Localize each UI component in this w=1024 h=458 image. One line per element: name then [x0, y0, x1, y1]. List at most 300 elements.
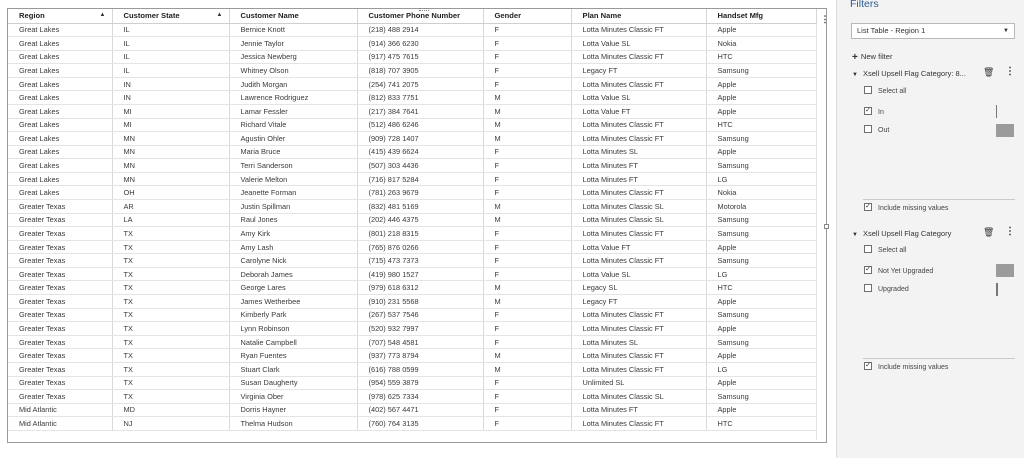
- state-cell: MD: [112, 403, 229, 417]
- phone-cell: (616) 788 0599: [357, 362, 483, 376]
- plan-cell: Lotta Value FT: [571, 104, 706, 118]
- region-cell: Greater Texas: [8, 227, 112, 241]
- gender-cell: F: [483, 64, 571, 78]
- table-row[interactable]: [8, 295, 816, 309]
- name-cell: Whitney Olson: [229, 64, 357, 78]
- phone-cell: (832) 481 5169: [357, 200, 483, 214]
- name-cell: Lynn Robinson: [229, 322, 357, 336]
- name-cell: Virginia Ober: [229, 390, 357, 404]
- table-row[interactable]: [8, 240, 816, 254]
- state-cell: TX: [112, 267, 229, 281]
- checkbox-checked[interactable]: ✓: [865, 266, 871, 273]
- table-row[interactable]: [8, 159, 816, 173]
- sort-ascending-icon: ▲: [99, 12, 106, 18]
- table-row[interactable]: [8, 254, 816, 268]
- phone-cell: (954) 559 3879: [357, 376, 483, 390]
- phone-cell: (781) 263 9679: [357, 186, 483, 200]
- plan-cell: Lotta Value FT: [571, 240, 706, 254]
- table-row[interactable]: [8, 132, 816, 146]
- gender-cell: F: [483, 308, 571, 322]
- filter-group-header-1[interactable]: [852, 69, 966, 78]
- gender-cell: M: [483, 104, 571, 118]
- phone-cell: (402) 567 4471: [357, 403, 483, 417]
- filter-menu-icon[interactable]: ⋮: [1005, 66, 1015, 77]
- name-cell: Dorris Hayner: [229, 403, 357, 417]
- filter-menu-icon[interactable]: ⋮: [1005, 226, 1015, 237]
- table-row[interactable]: [8, 267, 816, 281]
- region-cell: Great Lakes: [8, 64, 112, 78]
- table-row[interactable]: [8, 23, 816, 37]
- handset-cell: LG: [706, 172, 816, 186]
- filter-group-title-1: Xsell Upsell Flag Category: 8...: [862, 69, 966, 78]
- name-cell: Jennie Taylor: [229, 37, 357, 51]
- phone-cell: (520) 932 7997: [357, 322, 483, 336]
- region-cell: Great Lakes: [8, 145, 112, 159]
- filter-option-in[interactable]: [864, 108, 884, 116]
- state-cell: AR: [112, 200, 229, 214]
- gender-cell: F: [483, 390, 571, 404]
- name-cell: Carolyne Nick: [229, 254, 357, 268]
- plan-cell: Lotta Minutes Classic SL: [571, 200, 706, 214]
- plan-cell: Legacy FT: [571, 295, 706, 309]
- table-row[interactable]: [8, 200, 816, 214]
- name-cell: Thelma Hudson: [229, 417, 357, 431]
- include-missing-label: Include missing values: [878, 204, 949, 212]
- select-all-label: Select all: [878, 246, 907, 254]
- handset-cell: Apple: [706, 403, 816, 417]
- region-cell: Greater Texas: [8, 267, 112, 281]
- phone-cell: (507) 303 4436: [357, 159, 483, 173]
- state-cell: OH: [112, 186, 229, 200]
- option-label: In: [878, 108, 884, 116]
- gender-cell: M: [483, 295, 571, 309]
- name-cell: Raul Jones: [229, 213, 357, 227]
- plan-cell: Lotta Minutes Classic SL: [571, 213, 706, 227]
- table-row[interactable]: [8, 390, 816, 404]
- plan-cell: Lotta Minutes Classic FT: [571, 77, 706, 91]
- region-cell: Greater Texas: [8, 308, 112, 322]
- name-cell: Lawrence Rodriguez: [229, 91, 357, 105]
- handset-cell: HTC: [706, 281, 816, 295]
- region-cell: Mid Atlantic: [8, 403, 112, 417]
- table-row[interactable]: [8, 77, 816, 91]
- region-cell: Mid Atlantic: [8, 417, 112, 431]
- plan-cell: Lotta Minutes Classic FT: [571, 118, 706, 132]
- gender-cell: F: [483, 403, 571, 417]
- checkbox[interactable]: [864, 125, 872, 133]
- table-row[interactable]: [8, 227, 816, 241]
- name-cell: George Lares: [229, 281, 357, 295]
- handset-cell: Samsung: [706, 254, 816, 268]
- name-cell: Judith Morgan: [229, 77, 357, 91]
- handset-cell: HTC: [706, 50, 816, 64]
- handset-cell: Samsung: [706, 227, 816, 241]
- handset-cell: Apple: [706, 145, 816, 159]
- handset-cell: Nokia: [706, 37, 816, 51]
- sort-ascending-icon: ▲: [216, 12, 223, 18]
- region-cell: Greater Texas: [8, 322, 112, 336]
- handset-cell: Samsung: [706, 64, 816, 78]
- phone-cell: (415) 439 6624: [357, 145, 483, 159]
- phone-cell: (217) 384 7641: [357, 104, 483, 118]
- phone-cell: (801) 218 8315: [357, 227, 483, 241]
- region-cell: Great Lakes: [8, 77, 112, 91]
- option-label: Not Yet Upgraded: [878, 267, 934, 275]
- vertical-scrollbar[interactable]: [816, 25, 817, 440]
- checkbox-checked[interactable]: ✓: [865, 203, 871, 210]
- region-cell: Greater Texas: [8, 281, 112, 295]
- name-cell: James Wetherbee: [229, 295, 357, 309]
- handset-cell: LG: [706, 267, 816, 281]
- phone-cell: (917) 475 7615: [357, 50, 483, 64]
- filter-option-not-yet-upgraded[interactable]: [864, 267, 933, 275]
- table-row[interactable]: [8, 213, 816, 227]
- region-cell: Greater Texas: [8, 376, 112, 390]
- handset-cell: Samsung: [706, 132, 816, 146]
- state-cell: IL: [112, 64, 229, 78]
- phone-cell: (707) 548 4581: [357, 335, 483, 349]
- handset-cell: Samsung: [706, 335, 816, 349]
- state-cell: TX: [112, 390, 229, 404]
- region-cell: Great Lakes: [8, 118, 112, 132]
- column-header-gender[interactable]: Gender: [483, 9, 571, 23]
- table-row[interactable]: [8, 64, 816, 78]
- phone-cell: (914) 366 6230: [357, 37, 483, 51]
- option-frequency-bar: [996, 124, 1014, 137]
- plan-cell: Lotta Minutes Classic FT: [571, 417, 706, 431]
- state-cell: NJ: [112, 417, 229, 431]
- table-row[interactable]: [8, 186, 816, 200]
- gender-cell: M: [483, 200, 571, 214]
- handset-cell: Apple: [706, 23, 816, 37]
- column-header-handset-mfg[interactable]: Handset Mfg: [706, 9, 816, 23]
- state-cell: TX: [112, 295, 229, 309]
- gender-cell: M: [483, 118, 571, 132]
- divider: [863, 199, 1015, 200]
- name-cell: Natalie Campbell: [229, 335, 357, 349]
- option-frequency-bar: [996, 283, 998, 296]
- option-label: Upgraded: [878, 285, 909, 293]
- state-cell: IL: [112, 50, 229, 64]
- state-cell: MN: [112, 159, 229, 173]
- divider: [863, 358, 1015, 359]
- column-header-customer-state[interactable]: Customer State ▲: [112, 9, 229, 23]
- table-row[interactable]: [8, 172, 816, 186]
- name-cell: Lamar Fessler: [229, 104, 357, 118]
- option-frequency-bar: [996, 264, 1014, 277]
- phone-cell: (267) 537 7546: [357, 308, 483, 322]
- gender-cell: F: [483, 37, 571, 51]
- table-row[interactable]: [8, 335, 816, 349]
- column-header-plan-name[interactable]: Plan Name: [571, 9, 706, 23]
- plan-cell: Unlimited SL: [571, 376, 706, 390]
- state-cell: IL: [112, 23, 229, 37]
- gender-cell: M: [483, 362, 571, 376]
- trash-icon[interactable]: 🗑: [983, 227, 995, 237]
- object-select[interactable]: [851, 23, 1015, 39]
- filters-title: Filters: [850, 0, 879, 10]
- table-row[interactable]: [8, 349, 816, 363]
- gender-cell: F: [483, 376, 571, 390]
- gender-cell: F: [483, 240, 571, 254]
- region-cell: Great Lakes: [8, 104, 112, 118]
- table-row[interactable]: [8, 376, 816, 390]
- phone-cell: (909) 728 1407: [357, 132, 483, 146]
- gender-cell: M: [483, 132, 571, 146]
- filter-group-header-2[interactable]: [852, 229, 951, 238]
- region-cell: Great Lakes: [8, 172, 112, 186]
- gender-cell: F: [483, 77, 571, 91]
- filters-pane: [836, 0, 1024, 458]
- phone-cell: (760) 764 3135: [357, 417, 483, 431]
- handset-cell: Apple: [706, 349, 816, 363]
- region-cell: Great Lakes: [8, 159, 112, 173]
- gender-cell: F: [483, 267, 571, 281]
- plan-cell: Lotta Minutes Classic FT: [571, 254, 706, 268]
- state-cell: LA: [112, 213, 229, 227]
- option-label: Out: [878, 126, 890, 134]
- table-row[interactable]: [8, 104, 816, 118]
- region-cell: Greater Texas: [8, 295, 112, 309]
- state-cell: TX: [112, 349, 229, 363]
- handset-cell: LG: [706, 362, 816, 376]
- plan-cell: Lotta Minutes Classic FT: [571, 23, 706, 37]
- name-cell: Maria Bruce: [229, 145, 357, 159]
- handset-cell: Apple: [706, 376, 816, 390]
- region-cell: Great Lakes: [8, 23, 112, 37]
- handset-cell: Apple: [706, 240, 816, 254]
- handset-cell: HTC: [706, 118, 816, 132]
- gender-cell: M: [483, 349, 571, 363]
- gender-cell: M: [483, 91, 571, 105]
- name-cell: Jessica Newberg: [229, 50, 357, 64]
- table-row[interactable]: [8, 118, 816, 132]
- state-cell: MI: [112, 104, 229, 118]
- object-select-value: List Table - Region 1: [857, 26, 926, 35]
- name-cell: Kimberly Park: [229, 308, 357, 322]
- gender-cell: F: [483, 145, 571, 159]
- plan-cell: Lotta Minutes SL: [571, 335, 706, 349]
- new-filter-button[interactable]: [852, 51, 893, 62]
- name-cell: Jeanette Forman: [229, 186, 357, 200]
- option-frequency-bar: [996, 105, 997, 118]
- checkbox[interactable]: [864, 245, 872, 253]
- table-row[interactable]: [8, 50, 816, 64]
- state-cell: TX: [112, 376, 229, 390]
- handset-cell: Samsung: [706, 159, 816, 173]
- table-row[interactable]: [8, 281, 816, 295]
- name-cell: Amy Lash: [229, 240, 357, 254]
- table-row[interactable]: [8, 362, 816, 376]
- name-cell: Stuart Clark: [229, 362, 357, 376]
- collapse-icon[interactable]: ▼: [852, 72, 858, 78]
- table-row[interactable]: [8, 322, 816, 336]
- plan-cell: Lotta Minutes Classic FT: [571, 50, 706, 64]
- gender-cell: F: [483, 23, 571, 37]
- state-cell: MN: [112, 132, 229, 146]
- handset-cell: Nokia: [706, 186, 816, 200]
- plan-cell: Legacy FT: [571, 64, 706, 78]
- state-cell: TX: [112, 335, 229, 349]
- phone-cell: (979) 618 6312: [357, 281, 483, 295]
- handset-cell: HTC: [706, 417, 816, 431]
- gender-cell: M: [483, 213, 571, 227]
- plan-cell: Lotta Minutes SL: [571, 145, 706, 159]
- handset-cell: Apple: [706, 104, 816, 118]
- phone-cell: (202) 446 4375: [357, 213, 483, 227]
- region-cell: Great Lakes: [8, 186, 112, 200]
- state-cell: IL: [112, 37, 229, 51]
- handset-cell: Apple: [706, 322, 816, 336]
- region-cell: Greater Texas: [8, 335, 112, 349]
- gender-cell: F: [483, 159, 571, 173]
- collapse-icon[interactable]: ▼: [852, 232, 858, 238]
- table-row[interactable]: [8, 145, 816, 159]
- state-cell: TX: [112, 362, 229, 376]
- state-cell: MN: [112, 172, 229, 186]
- table-row[interactable]: [8, 37, 816, 51]
- plan-cell: Lotta Minutes Classic FT: [571, 362, 706, 376]
- plan-cell: Lotta Minutes Classic FT: [571, 349, 706, 363]
- name-cell: Susan Daugherty: [229, 376, 357, 390]
- plan-cell: Lotta Minutes FT: [571, 403, 706, 417]
- state-cell: TX: [112, 254, 229, 268]
- name-cell: Justin Spillman: [229, 200, 357, 214]
- select-all-checkbox-2[interactable]: [864, 246, 906, 254]
- table-menu-icon[interactable]: ⋮: [820, 14, 830, 24]
- phone-cell: (218) 488 2914: [357, 23, 483, 37]
- filter-group-title-2: Xsell Upsell Flag Category: [862, 229, 952, 238]
- phone-cell: (254) 741 2075: [357, 77, 483, 91]
- plan-cell: Lotta Value SL: [571, 91, 706, 105]
- gender-cell: F: [483, 227, 571, 241]
- filter-option-upgraded[interactable]: [864, 285, 909, 293]
- plan-cell: Lotta Minutes Classic FT: [571, 132, 706, 146]
- phone-cell: (818) 707 3905: [357, 64, 483, 78]
- state-cell: TX: [112, 322, 229, 336]
- phone-cell: (716) 817 5284: [357, 172, 483, 186]
- state-cell: TX: [112, 227, 229, 241]
- table-row[interactable]: [8, 91, 816, 105]
- handset-cell: Apple: [706, 77, 816, 91]
- state-cell: MI: [112, 118, 229, 132]
- chevron-down-icon: ▼: [1003, 28, 1009, 34]
- table-row[interactable]: [8, 308, 816, 322]
- name-cell: Ryan Fuentes: [229, 349, 357, 363]
- plan-cell: Legacy SL: [571, 281, 706, 295]
- column-header-customer-name[interactable]: Customer Name: [229, 9, 357, 23]
- region-cell: Great Lakes: [8, 91, 112, 105]
- state-cell: IN: [112, 91, 229, 105]
- phone-cell: (812) 833 7751: [357, 91, 483, 105]
- include-missing-checkbox-2[interactable]: [864, 363, 948, 371]
- column-header-customer-phone[interactable]: Customer Phone Number: [357, 9, 483, 23]
- plan-cell: Lotta Minutes Classic FT: [571, 227, 706, 241]
- header-row: [8, 9, 816, 23]
- handset-cell: Samsung: [706, 213, 816, 227]
- plan-cell: Lotta Minutes Classic FT: [571, 186, 706, 200]
- plan-cell: Lotta Minutes FT: [571, 172, 706, 186]
- region-cell: Greater Texas: [8, 213, 112, 227]
- gender-cell: F: [483, 417, 571, 431]
- list-table[interactable]: [7, 8, 830, 443]
- new-filter-label: New filter: [860, 52, 893, 61]
- region-cell: Greater Texas: [8, 200, 112, 214]
- column-header-region[interactable]: Region ▲: [8, 9, 112, 23]
- trash-icon[interactable]: 🗑: [983, 67, 995, 77]
- select-all-checkbox-1[interactable]: [864, 87, 906, 95]
- region-cell: Greater Texas: [8, 240, 112, 254]
- region-cell: Greater Texas: [8, 362, 112, 376]
- filter-option-out[interactable]: [864, 126, 889, 134]
- checkbox[interactable]: [864, 284, 872, 292]
- name-cell: Deborah James: [229, 267, 357, 281]
- phone-cell: (765) 876 0266: [357, 240, 483, 254]
- handset-cell: Motorola: [706, 200, 816, 214]
- select-all-label: Select all: [878, 87, 907, 95]
- phone-cell: (937) 773 8794: [357, 349, 483, 363]
- include-missing-checkbox-1[interactable]: [864, 204, 948, 212]
- resize-handle[interactable]: [824, 224, 829, 229]
- name-cell: Bernice Knott: [229, 23, 357, 37]
- table-row[interactable]: [8, 403, 816, 417]
- phone-cell: (715) 473 7373: [357, 254, 483, 268]
- name-cell: Richard Vitale: [229, 118, 357, 132]
- phone-cell: (978) 625 7334: [357, 390, 483, 404]
- region-cell: Greater Texas: [8, 254, 112, 268]
- handset-cell: Samsung: [706, 390, 816, 404]
- checkbox-checked[interactable]: ✓: [865, 362, 871, 369]
- checkbox[interactable]: [864, 86, 872, 94]
- checkbox-checked[interactable]: ✓: [865, 107, 871, 114]
- data-table: [8, 9, 817, 431]
- plan-cell: Lotta Value SL: [571, 267, 706, 281]
- state-cell: TX: [112, 308, 229, 322]
- gender-cell: M: [483, 281, 571, 295]
- name-cell: Amy Kirk: [229, 227, 357, 241]
- include-missing-label: Include missing values: [878, 363, 949, 371]
- plan-cell: Lotta Minutes Classic FT: [571, 308, 706, 322]
- phone-cell: (910) 231 5568: [357, 295, 483, 309]
- name-cell: Agustin Ohler: [229, 132, 357, 146]
- plus-icon: +: [852, 52, 858, 63]
- phone-cell: (512) 486 6246: [357, 118, 483, 132]
- name-cell: Valerie Melton: [229, 172, 357, 186]
- handset-cell: Apple: [706, 295, 816, 309]
- gender-cell: F: [483, 186, 571, 200]
- plan-cell: Lotta Value SL: [571, 37, 706, 51]
- gender-cell: F: [483, 172, 571, 186]
- handset-cell: Samsung: [706, 308, 816, 322]
- region-cell: Greater Texas: [8, 349, 112, 363]
- plan-cell: Lotta Minutes FT: [571, 159, 706, 173]
- state-cell: MN: [112, 145, 229, 159]
- state-cell: TX: [112, 240, 229, 254]
- table-row[interactable]: [8, 417, 816, 431]
- plan-cell: Lotta Minutes Classic SL: [571, 390, 706, 404]
- region-cell: Great Lakes: [8, 132, 112, 146]
- gender-cell: F: [483, 254, 571, 268]
- plan-cell: Lotta Minutes Classic FT: [571, 322, 706, 336]
- state-cell: TX: [112, 281, 229, 295]
- gender-cell: F: [483, 322, 571, 336]
- phone-cell: (419) 980 1527: [357, 267, 483, 281]
- name-cell: Terri Sanderson: [229, 159, 357, 173]
- region-cell: Greater Texas: [8, 390, 112, 404]
- gender-cell: F: [483, 335, 571, 349]
- region-cell: Great Lakes: [8, 50, 112, 64]
- state-cell: IN: [112, 77, 229, 91]
